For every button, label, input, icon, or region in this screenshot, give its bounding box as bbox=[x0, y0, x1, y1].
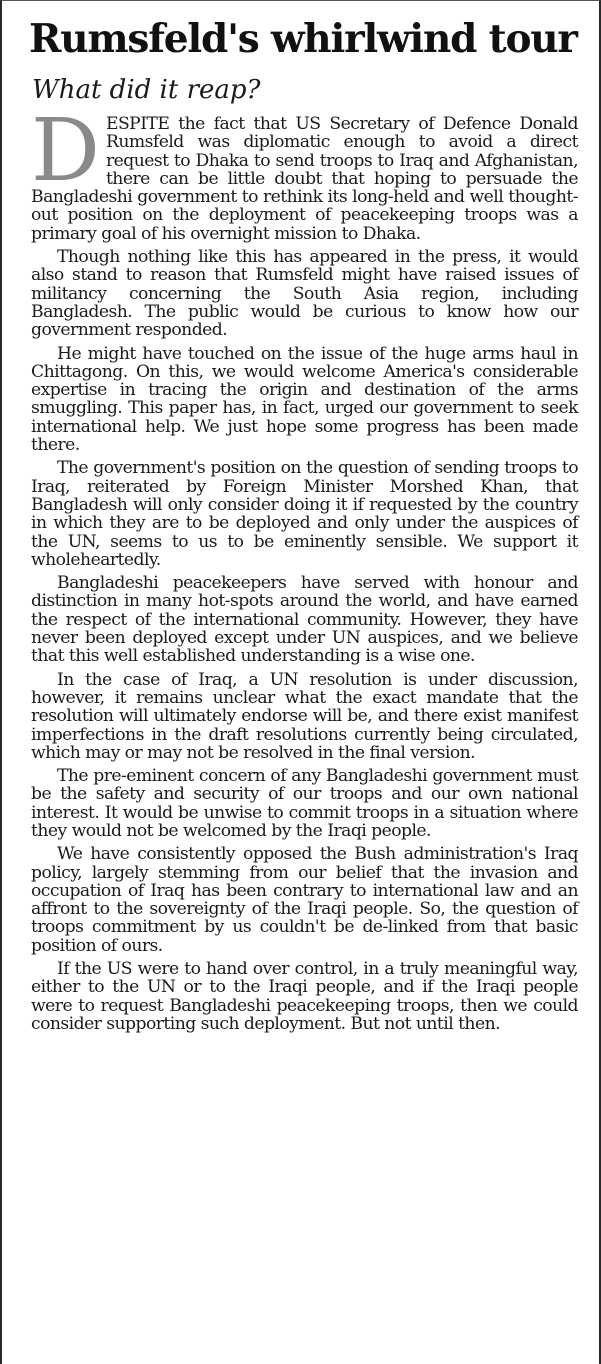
drop-cap: D bbox=[31, 101, 100, 201]
paragraph-1 bbox=[31, 101, 578, 244]
paragraph-4: The government's position on the question of sending troops to Iraq, reiterated by Foreign Minister Morshed Khan, that Bangladesh will only consider doing it if requested by the country in which they are to be deployed and only under the auspices of the UN, seems to us to be eminently sensible. We support it wholeheartedly. bbox=[31, 458, 578, 570]
paragraph-6: In the case of Iraq, a UN resolution is under discussion, however, it remains unclear what the exact mandate that the resolution will ultimately endorse will be, and there exist manifest imperfections in the draft resolutions currently being circulated, which may or may not be resolved in the final version. bbox=[31, 669, 578, 763]
paragraph-9: If the US were to hand over control, in a truly meaningful way, either to the UN or to the Iraqi people, and if the Iraqi people were to request Bangladeshi peacekeeping troops, then we could consider supporting such deployment. But not until then. bbox=[31, 959, 578, 1034]
subhead: What did it reap? bbox=[32, 75, 261, 105]
headline: Rumsfeld's whirlwind tour bbox=[29, 16, 577, 62]
paragraph-3: He might have touched on the issue of the huge arms haul in Chittagong. On this, we would welcome America's considerable expertise in tracing the origin and destination of the arms smuggling. This paper has, in fact, urged our government to seek international help. We just hope some progress has been made there. bbox=[31, 343, 578, 456]
paragraph-5: Bangladeshi peacekeepers have served with honour and distinction in many hot-spots around the world, and have earned the respect of the international community. However, they have never been deployed except under UN auspices, and we believe that this well established understanding is a wise one. bbox=[31, 573, 578, 667]
paragraph-7: The pre-eminent concern of any Bangladeshi government must be the safety and security of our troops and our own national interest. It would be unwise to commit troops in a situation where they would not be welcomed by the Iraqi people. bbox=[31, 766, 578, 841]
paragraph-1-text: ESPITE the fact that US Secretary of Defence Donald Rumsfeld was diplomatic enough to avoid a direct request to Dhaka to send troops to Iraq and Afghanistan, there can be little doubt that hoping to persuade the Bangladeshi government to rethink its long-held and well thought-out position on the deployment of peacekeeping troops was a primary goal of his overnight mission to Dhaka. bbox=[31, 114, 578, 244]
paragraph-2: Though nothing like this has appeared in the press, it would also stand to reason that Rumsfeld might have raised issues of militancy concerning the South Asia region, including Bangladesh. The public would be curious to know how our government responded. bbox=[31, 247, 578, 341]
paragraph-8: We have consistently opposed the Bush administration's Iraq policy, largely stemming from our belief that the invasion and occupation of Iraq has been contrary to international law and an affront to the sovereignty of the Iraqi people. So, the question of troops commitment by us couldn't be de-linked from that basic position of ours. bbox=[31, 844, 578, 956]
article-body bbox=[31, 101, 578, 1038]
